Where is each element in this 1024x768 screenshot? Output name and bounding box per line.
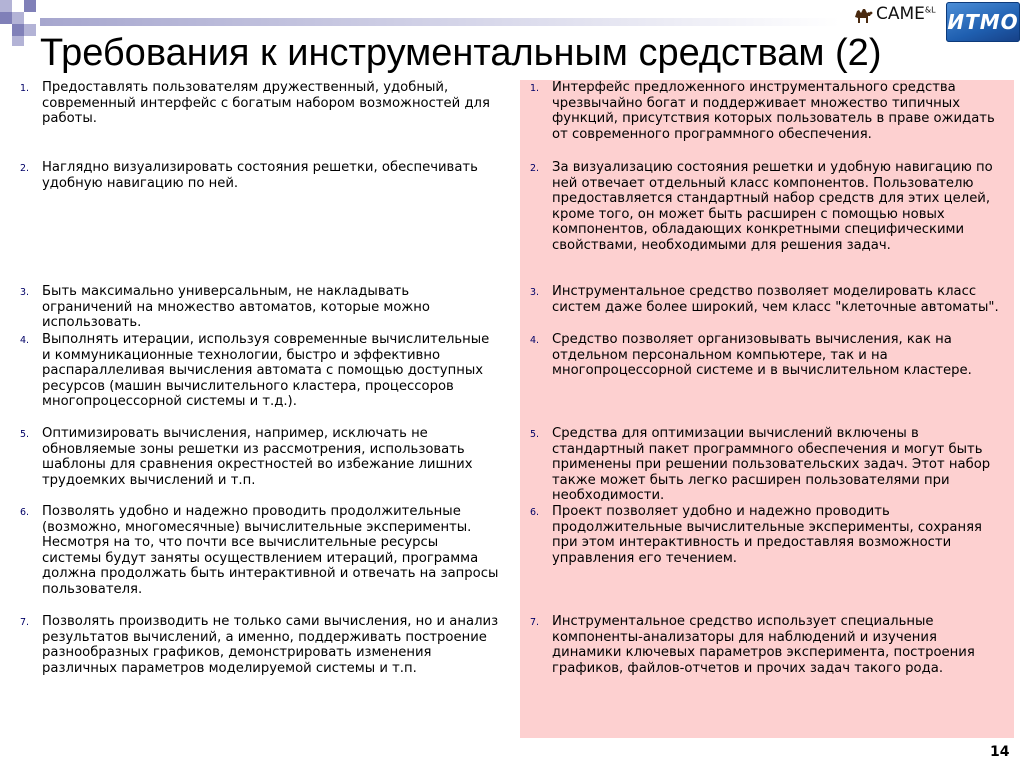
item-text: Предоставлять пользователям дружественный, удобный, современный интерфейс с богатым набором возможностей для работы. [42,80,490,126]
item-text: Быть максимально универсальным, не накладывать ограничений на множество автоматов, которые можно использовать. [42,284,430,330]
header-line [40,18,840,26]
item-number: 5. [530,429,540,440]
item-number: 4. [530,335,540,346]
page-number: 14 [990,744,1010,760]
list-item [20,504,500,597]
list-item [530,160,1004,253]
list-item [20,284,500,331]
itmo-logo-text: ИТМО [947,10,1019,34]
item-number: 4. [20,335,30,346]
list-item [20,160,500,191]
item-number: 3. [20,287,30,298]
list-item [530,332,1004,379]
item-number: 3. [530,287,540,298]
item-text: Позволять производить не только сами вычисления, но и анализ результатов вычислений, а именно, поддерживать построение разнообразных графиков, демонстрировать изменения различных параметров моделируемой системы и т.п. [42,614,499,676]
item-text: Оптимизировать вычисления, например, исключать не обновляемые зоны решетки из рассмотрения, использовать шаблоны для сравнения окрестностей во избежание лишних трудоемких вычислений и т.п. [42,426,473,488]
slide-title: Требования к инструментальным средствам (2) [40,32,882,74]
item-number: 1. [20,83,30,94]
list-item [530,504,1004,566]
list-item [20,614,500,676]
list-item [20,332,500,410]
item-number: 2. [530,163,540,174]
list-item [530,614,1004,676]
item-text: Средство позволяет организовывать вычисления, как на отдельном персональном компьютере, так и на многопроцессорной системе и в вычислительном кластере. [552,332,972,378]
solutions-panel [520,80,1014,738]
list-item [530,284,1004,315]
item-text: Наглядно визуализировать состояния решетки, обеспечивать удобную навигацию по ней. [42,160,478,191]
item-number: 2. [20,163,30,174]
corner-decoration [0,0,40,46]
item-text: Инструментальное средство использует специальные компоненты-анализаторы для наблюдений и изучения динамики ключевых параметров эксперимента, построения графиков, файлов-отчетов и прочих задач такого рода. [552,614,975,676]
item-number: 7. [530,617,540,628]
item-text: Инструментальное средство позволяет моделировать класс систем даже более широкий, чем класс "клеточные автоматы". [552,284,999,315]
item-number: 5. [20,429,30,440]
item-text: Интерфейс предложенного инструментального средства чрезвычайно богат и поддерживает множество типичных функций, присутствия которых пользователь в праве ожидать от современного программного обеспечения. [552,80,995,142]
list-item [20,80,500,127]
item-text: За визуализацию состояния решетки и удобную навигацию по ней отвечает отдельный класс компонентов. Пользователю предоставляется стандартный набор средств для этих целей, кроме того, он может быть расширен с помощью новых компонентов, обладающих конкретными специфическими свойствами, необходимыми для решения задач. [552,160,993,253]
item-number: 6. [20,507,30,518]
list-item [530,80,1004,142]
camel-logo-text: $CAME^{\&L}$ [876,4,936,24]
itmo-logo [946,2,1020,42]
item-text: Проект позволяет удобно и надежно проводить продолжительные вычислительные эксперименты, сохраняя при этом интерактивность и предоставляя возможности управления его течением. [552,504,982,566]
item-number: 1. [530,83,540,94]
item-text: Выполнять итерации, используя современные вычислительные и коммуникационные технологии, быстро и эффективно распараллеливая вычисления автомата с помощью доступных ресурсов (машин вычислительного кластера, процессоров многопроцессорной системы и т.д.). [42,332,490,409]
item-number: 6. [530,507,540,518]
camel-icon [852,3,874,25]
item-text: Средства для оптимизации вычислений включены в стандартный пакет программного обеспечения и могут быть применены при решении пользовательских задач. Этот набор также может быть легко расширен пользователями при необходимости. [552,426,991,503]
item-number: 7. [20,617,30,628]
list-item [530,426,1004,504]
camel-logo [852,2,936,26]
item-text: Позволять удобно и надежно проводить продолжительные (возможно, многомесячные) вычислительные эксперименты. Несмотря на то, что почти все вычислительные ресурсы системы будут заняты осуществлением итераций, программа должна продолжать быть интерактивной и отвечать на запросы пользователя. [42,504,499,597]
list-item [20,426,500,488]
